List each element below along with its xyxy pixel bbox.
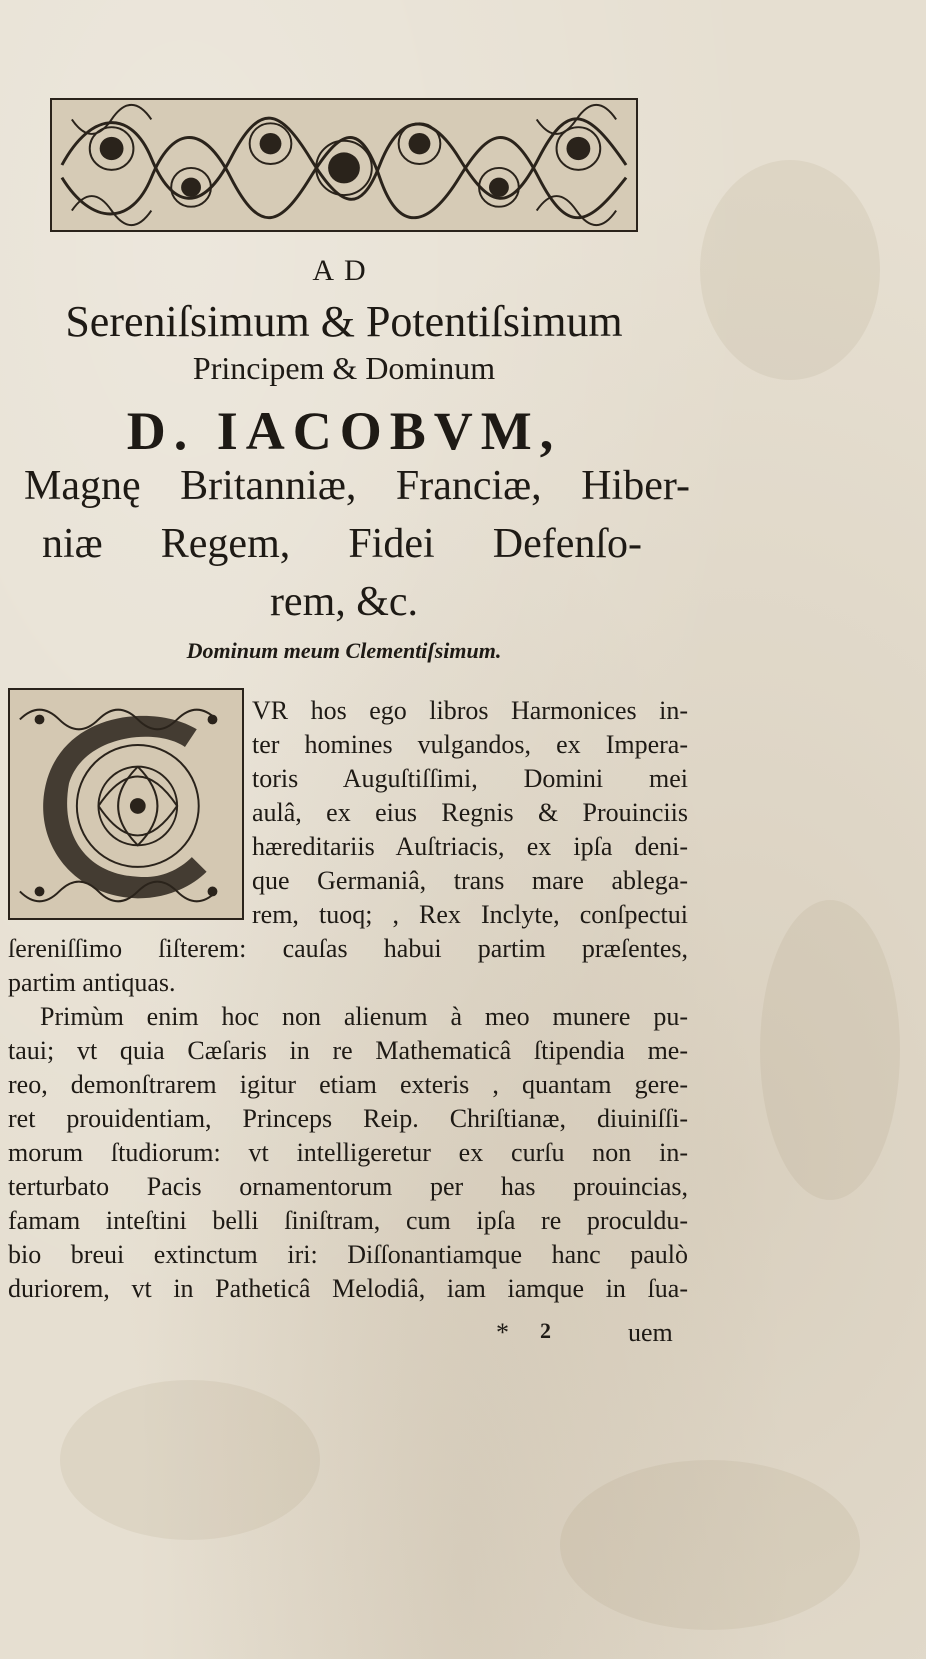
title-line-iacobum: D. IACOBVM, bbox=[126, 401, 562, 461]
body-line-15: terturbato Pacis ornamentorum per has prouincias, bbox=[8, 1172, 688, 1201]
body-line-5: hæreditariis Auſtriacis, ex ipſa deni- bbox=[252, 832, 688, 861]
dedication-line: Dominum meum Clementiſsimum. bbox=[186, 638, 502, 663]
title-line-regem: niæ Regem, Fidei Defenſo- bbox=[42, 521, 642, 567]
body-line-8: ſereniſſimo ſiſterem: cauſas habui partim præſentes, bbox=[8, 934, 688, 963]
body-line-9: partim antiquas. bbox=[8, 968, 176, 997]
catchword: uem bbox=[628, 1318, 673, 1347]
title-line-magne-britanniae: Magnę Britanniæ, Franciæ, Hiber- bbox=[24, 463, 690, 509]
title-line-principem: Principem & Dominum bbox=[192, 350, 496, 386]
body-line-10: Primùm enim hoc non alienum à meo munere pu- bbox=[40, 1002, 688, 1031]
signature-star-mark: * bbox=[496, 1318, 509, 1347]
body-line-6: que Germaniâ, trans mare ablega- bbox=[252, 866, 688, 895]
signature-mark: 2 bbox=[540, 1318, 551, 1343]
body-line-18: duriorem, vt in Patheticâ Melodiâ, iam iamque in ſua- bbox=[8, 1274, 688, 1303]
body-line-4: aulâ, ex eius Regnis & Prouinciis bbox=[252, 798, 688, 827]
title-line-serenissimum: Sereniſsimum & Potentiſsimum bbox=[65, 297, 623, 346]
title-line-rem: rem, &c. bbox=[269, 579, 419, 625]
body-line-11: taui; vt quia Cæſaris in re Mathematicâ ſtipendia me- bbox=[8, 1036, 688, 1065]
body-line-1: VR hos ego libros Harmonices in- bbox=[252, 696, 688, 725]
body-line-12: reo, demonſtrarem igitur etiam exteris , quantam gere- bbox=[8, 1070, 688, 1099]
body-line-7: rem, tuoq; , Rex Inclyte, conſpectui bbox=[252, 900, 688, 929]
ornamental-headpiece bbox=[50, 98, 638, 232]
body-line-13: ret prouidentiam, Princeps Reip. Chriſtianæ, diuiniſſi- bbox=[8, 1104, 688, 1133]
body-line-14: morum ſtudiorum: vt intelligeretur ex curſu non in- bbox=[8, 1138, 688, 1167]
body-line-2: ter homines vulgandos, ex Impera- bbox=[252, 730, 688, 759]
body-line-16: famam inteſtini belli ſiniſtram, cum ipſa re proculdu- bbox=[8, 1206, 688, 1235]
body-line-3: toris Auguſtiſſimi, Domini mei bbox=[252, 764, 688, 793]
title-ad: AD bbox=[312, 254, 376, 287]
body-line-17: bio breui extinctum iri: Diſſonantiamque hanc paulò bbox=[8, 1240, 688, 1269]
decorated-initial-c-icon bbox=[8, 688, 244, 920]
